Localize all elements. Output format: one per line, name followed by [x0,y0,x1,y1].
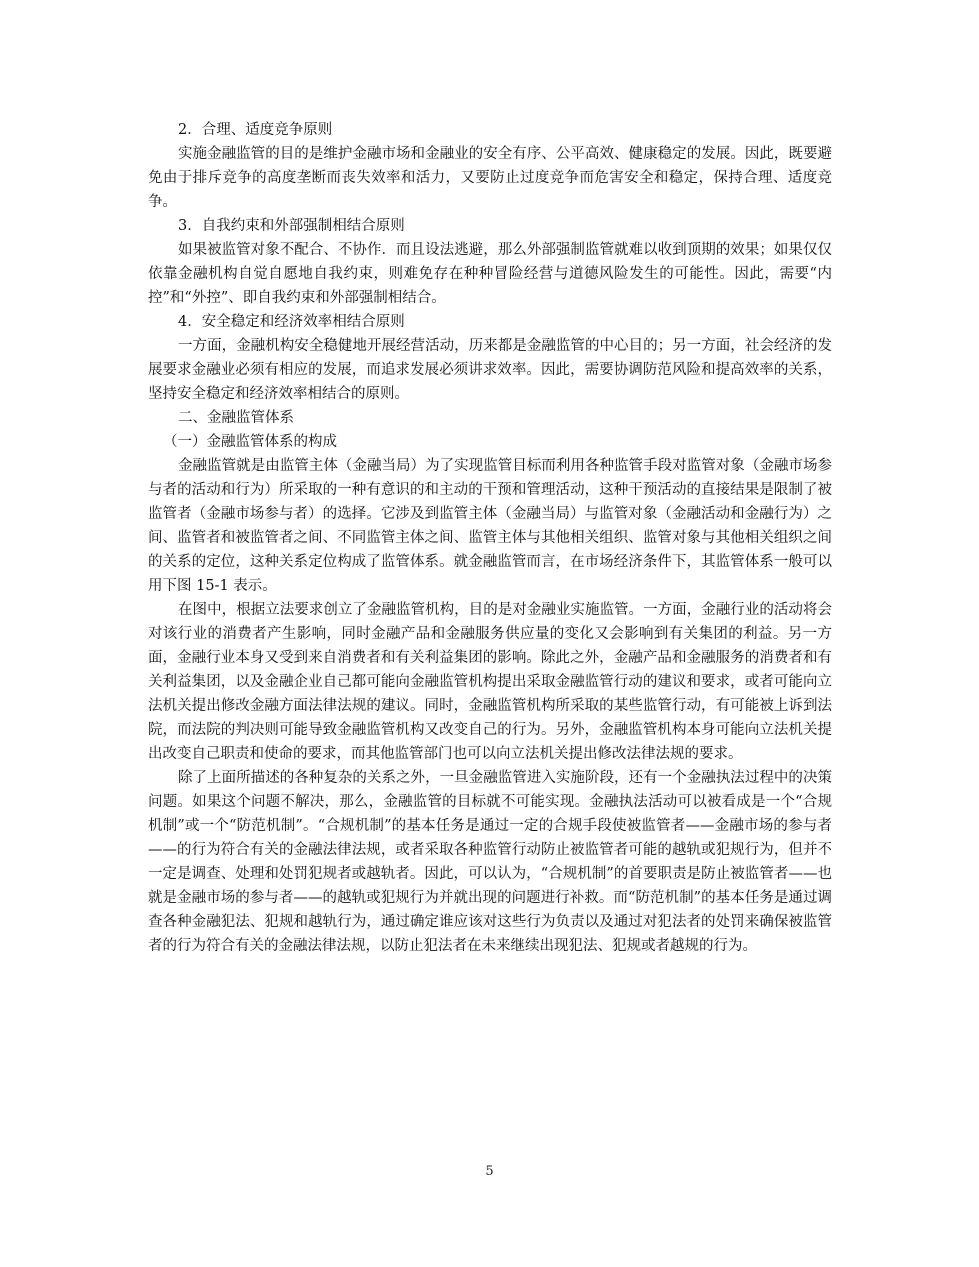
heading-stability-efficiency-principle: 4．安全稳定和经济效率相结合原则 [178,314,405,330]
paragraph-self-constraint: 如果被监管对象不配合、不协作．而且设法逃避，那么外部强制监管就难以收到顶期的效果；如果仅仅依靠金融机构自觉自愿地自我约束，则难免存在种种冒险经营与道德风险发生的可能性。因此，需要“内控”和“外控”、即自我约束和外部强制相结合。 [148,242,832,306]
page-number: 5 [485,1164,494,1179]
paragraph-competition: 实施金融监管的目的是维护金融市场和金融业的安全有序、公平高效、健康稳定的发展。因此，既要避免由于排斥竞争的高度垄断而丧失效率和活力，又要防止过度竞争而危害安全和稳定，保持合理、适度竞争。 [148,146,832,210]
heading-supervision-system: 二、金融监管体系 [178,410,294,426]
heading-system-composition: （一）金融监管体系的构成 [163,434,337,450]
paragraph-enforcement-mechanism: 除了上面所描述的各种复杂的关系之外，一旦金融监管进入实施阶段，还有一个金融执法过程中的决策问题。如果这个问题不解决，那么，金融监管的目标就不可能实现。金融执法活动可以被看成是一个“合规机制”或一个“防范机制”。“合规机制”的基本任务是通过一定的合规手段使被监管者——金融市场的参与者——的行为符合有关的金融法律法规，或者采取各种监管行动防止被监管者可能的越轨或犯规行为，但并不一定是调查、处理和处罚犯规者或越轨者。因此，可以认为，“合规机制”的首要职责是防止被监管者——也就是金融市场的参与者——的越轨或犯规行为并就出现的问题进行补救。而“防范机制”的基本任务是通过调查各种金融犯法、犯规和越轨行为，通过确定谁应该对这些行为负责以及通过对犯法者的处罚来确保被监管者的行为符合有关的金融法律法规，以防止犯法者在未来继续出现犯法、犯规或者越规的行为。 [148,770,832,954]
page-body [148,118,832,958]
heading-competition-principle: 2．合理、适度竞争原则 [178,122,333,138]
paragraph-supervision-definition: 金融监管就是由监管主体（金融当局）为了实现监管目标而利用各种监管手段对监管对象（金融市场参与者的活动和行为）所采取的一种有意识的和主动的干预和管理活动，这种干预活动的直接结果是限制了被监管者（金融市场参与者）的选择。它涉及到监管主体（金融当局）与监管对象（金融活动和金融行为）之间、监管者和被监管者之间、不同监管主体之间、监管主体与其他相关组织、监管对象与其他相关组织之间的关系的定位，这种关系定位构成了监管体系。就金融监管而言，在市场经济条件下，其监管体系一般可以用下图 15-1 表示。 [148,458,832,594]
paragraph-stability-efficiency: 一方面，金融机构安全稳健地开展经营活动，历来都是金融监管的中心目的；另一方面，社会经济的发展要求金融业必须有相应的发展，而追求发展必须讲求效率。因此，需要协调防范风险和提高效率的关系，坚持安全稳定和经济效率相结合的原则。 [148,338,832,402]
heading-self-constraint-principle: 3．自我约束和外部强制相结合原则 [178,218,405,234]
paragraph-figure-explanation: 在图中，根据立法要求创立了金融监管机构，目的是对金融业实施监管。一方面，金融行业的活动将会对该行业的消费者产生影响，同时金融产品和金融服务供应量的变化又会影响到有关集团的利益。另一方面，金融行业本身又受到来自消费者和有关利益集团的影响。除此之外，金融产品和金融服务的消费者和有关利益集团，以及金融企业自己都可能向金融监管机构提出采取金融监管行动的建议和要求，或者可能向立法机关提出修改金融方面法律法规的建议。同时，金融监管机构所采取的某些监管行动，有可能被上诉到法院，而法院的判决则可能导致金融监管机构又改变自己的行为。另外，金融监管机构本身可能向立法机关提出改变自己职责和使命的要求，而其他监管部门也可以向立法机关提出修改法律法规的要求。 [148,602,832,762]
